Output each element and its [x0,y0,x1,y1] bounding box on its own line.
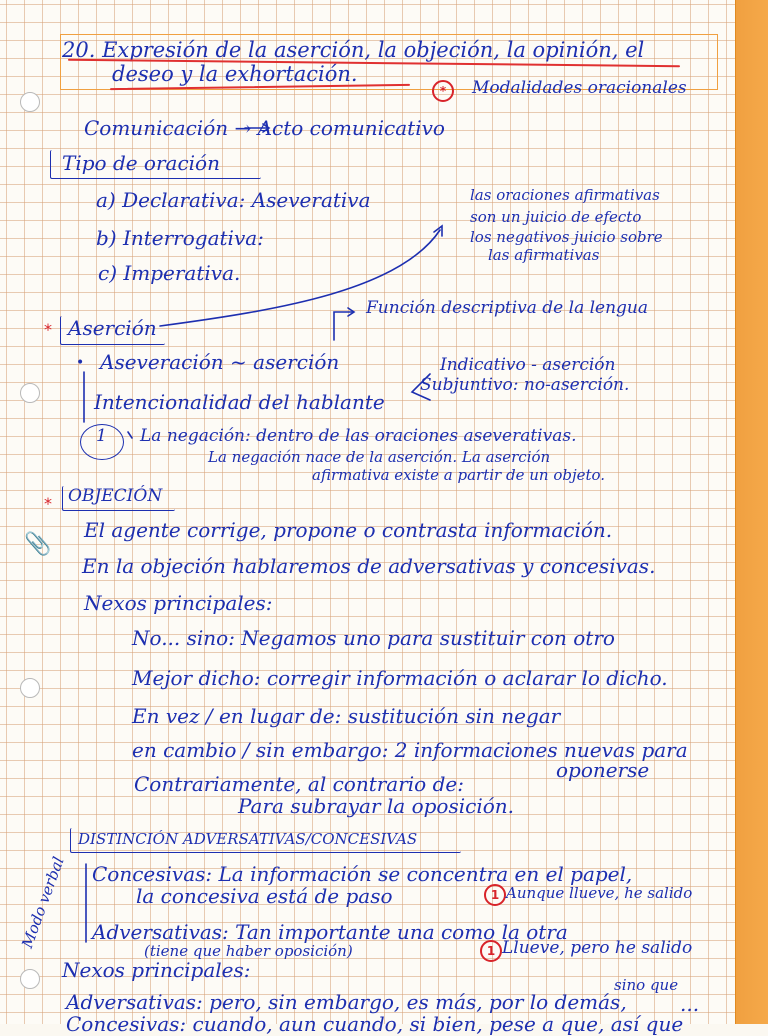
concesivas-nexos: Concesivas: cuando, aun cuando, si bien, pese a que, así que [66,1012,684,1036]
paperclip-icon: 📎 [24,532,52,557]
section-heading-objecion: OBJECIÓN [68,486,163,506]
asercion-l2: Intencionalidad del hablante [94,390,385,414]
objecion-n4b: oponerse [556,758,650,782]
intro-line: Comunicación → Acto comunicativo [84,116,445,140]
side-note-1: las oraciones afirmativas [470,186,660,204]
side-note-2: son un juicio de efecto [470,208,642,226]
example-mark-icon: 1 [484,884,506,906]
objecion-l2: En la objeción hablaremos de adversativas y concesivas. [82,554,656,578]
objecion-l3: Nexos principales: [84,591,273,615]
asercion-indicativo: Indicativo - aserción [440,355,616,375]
objecion-n5b: Para subrayar la oposición. [238,794,514,818]
star-mark-icon: * [44,320,52,339]
adversativas-nexos: Adversativas: pero, sin embargo, es más, por lo demás, [66,990,627,1014]
side-note-4: las afirmativas [488,246,600,264]
tipo-c: c) Imperativa. [98,261,241,285]
objecion-n2: Mejor dicho: corregir información o aclarar lo dicho. [132,666,668,690]
section-heading-asercion: Aserción [68,316,157,340]
sino-que-note: sino que [614,976,679,994]
asercion-neg2: La negación nace de la aserción. La aserción [208,448,551,466]
section-heading-tipo: Tipo de oración [62,151,220,175]
asercion-l1: Aseveración ~ aserción [100,350,340,374]
adversativas-example: Llueve, pero he salido [502,938,693,958]
star-mark-icon: * [44,494,52,513]
tipo-a: a) Declarativa: Aseverativa [96,188,371,212]
binder-hole [20,678,40,698]
title-line-2: deseo y la exhortación. [112,62,358,86]
title-line-1: 20. Expresión de la aserción, la objeción, la opinión, el [62,38,645,62]
distincion-nexos: Nexos principales: [62,958,251,982]
objecion-n5: Contrariamente, al contrario de: [134,772,464,796]
section-heading-distincion: DISTINCIÓN ADVERSATIVAS/CONCESIVAS [78,830,418,848]
side-note-3: los negativos juicio sobre [470,228,663,246]
example-mark-icon: 1 [480,940,502,962]
concesivas-example: Aunque llueve, he salido [506,884,693,902]
vertical-note: Modo verbal [18,854,68,951]
asercion-funcion: Función descriptiva de la lengua [366,298,649,318]
objecion-l1: El agente corrige, propone o contrasta información. [84,518,613,542]
adversativas-l2: (tiene que haber oposición) [144,942,353,960]
objecion-n4: en cambio / sin embargo: 2 informaciones nuevas para [132,738,688,762]
asercion-neg3: afirmativa existe a partir de un objeto. [312,466,606,484]
concesivas-l2: la concesiva está de paso [136,884,393,908]
binder-hole [20,969,40,989]
objecion-n3: En vez / en lugar de: sustitución sin negar [132,704,561,728]
bullet: • [76,355,85,371]
star-mark-icon: * [432,80,454,102]
page-edge-strip [735,0,768,1024]
tipo-b: b) Interrogativa: [96,226,264,250]
concesivas-l1: Concesivas: La información se concentra en el papel, [92,862,633,886]
asercion-subjuntivo: Subjuntivo: no-aserción. [420,375,630,395]
ellipsis: ... [680,992,700,1016]
binder-hole [20,383,40,403]
binder-hole [20,92,40,112]
number-mark: 1 [96,426,107,446]
objecion-n1: No... sino: Negamos uno para sustituir con otro [132,626,615,650]
asercion-neg1: La negación: dentro de las oraciones aseverativas. [140,426,577,446]
header-note: Modalidades oracionales [472,78,687,98]
adversativas-l1: Adversativas: Tan importante una como la otra [92,920,568,944]
